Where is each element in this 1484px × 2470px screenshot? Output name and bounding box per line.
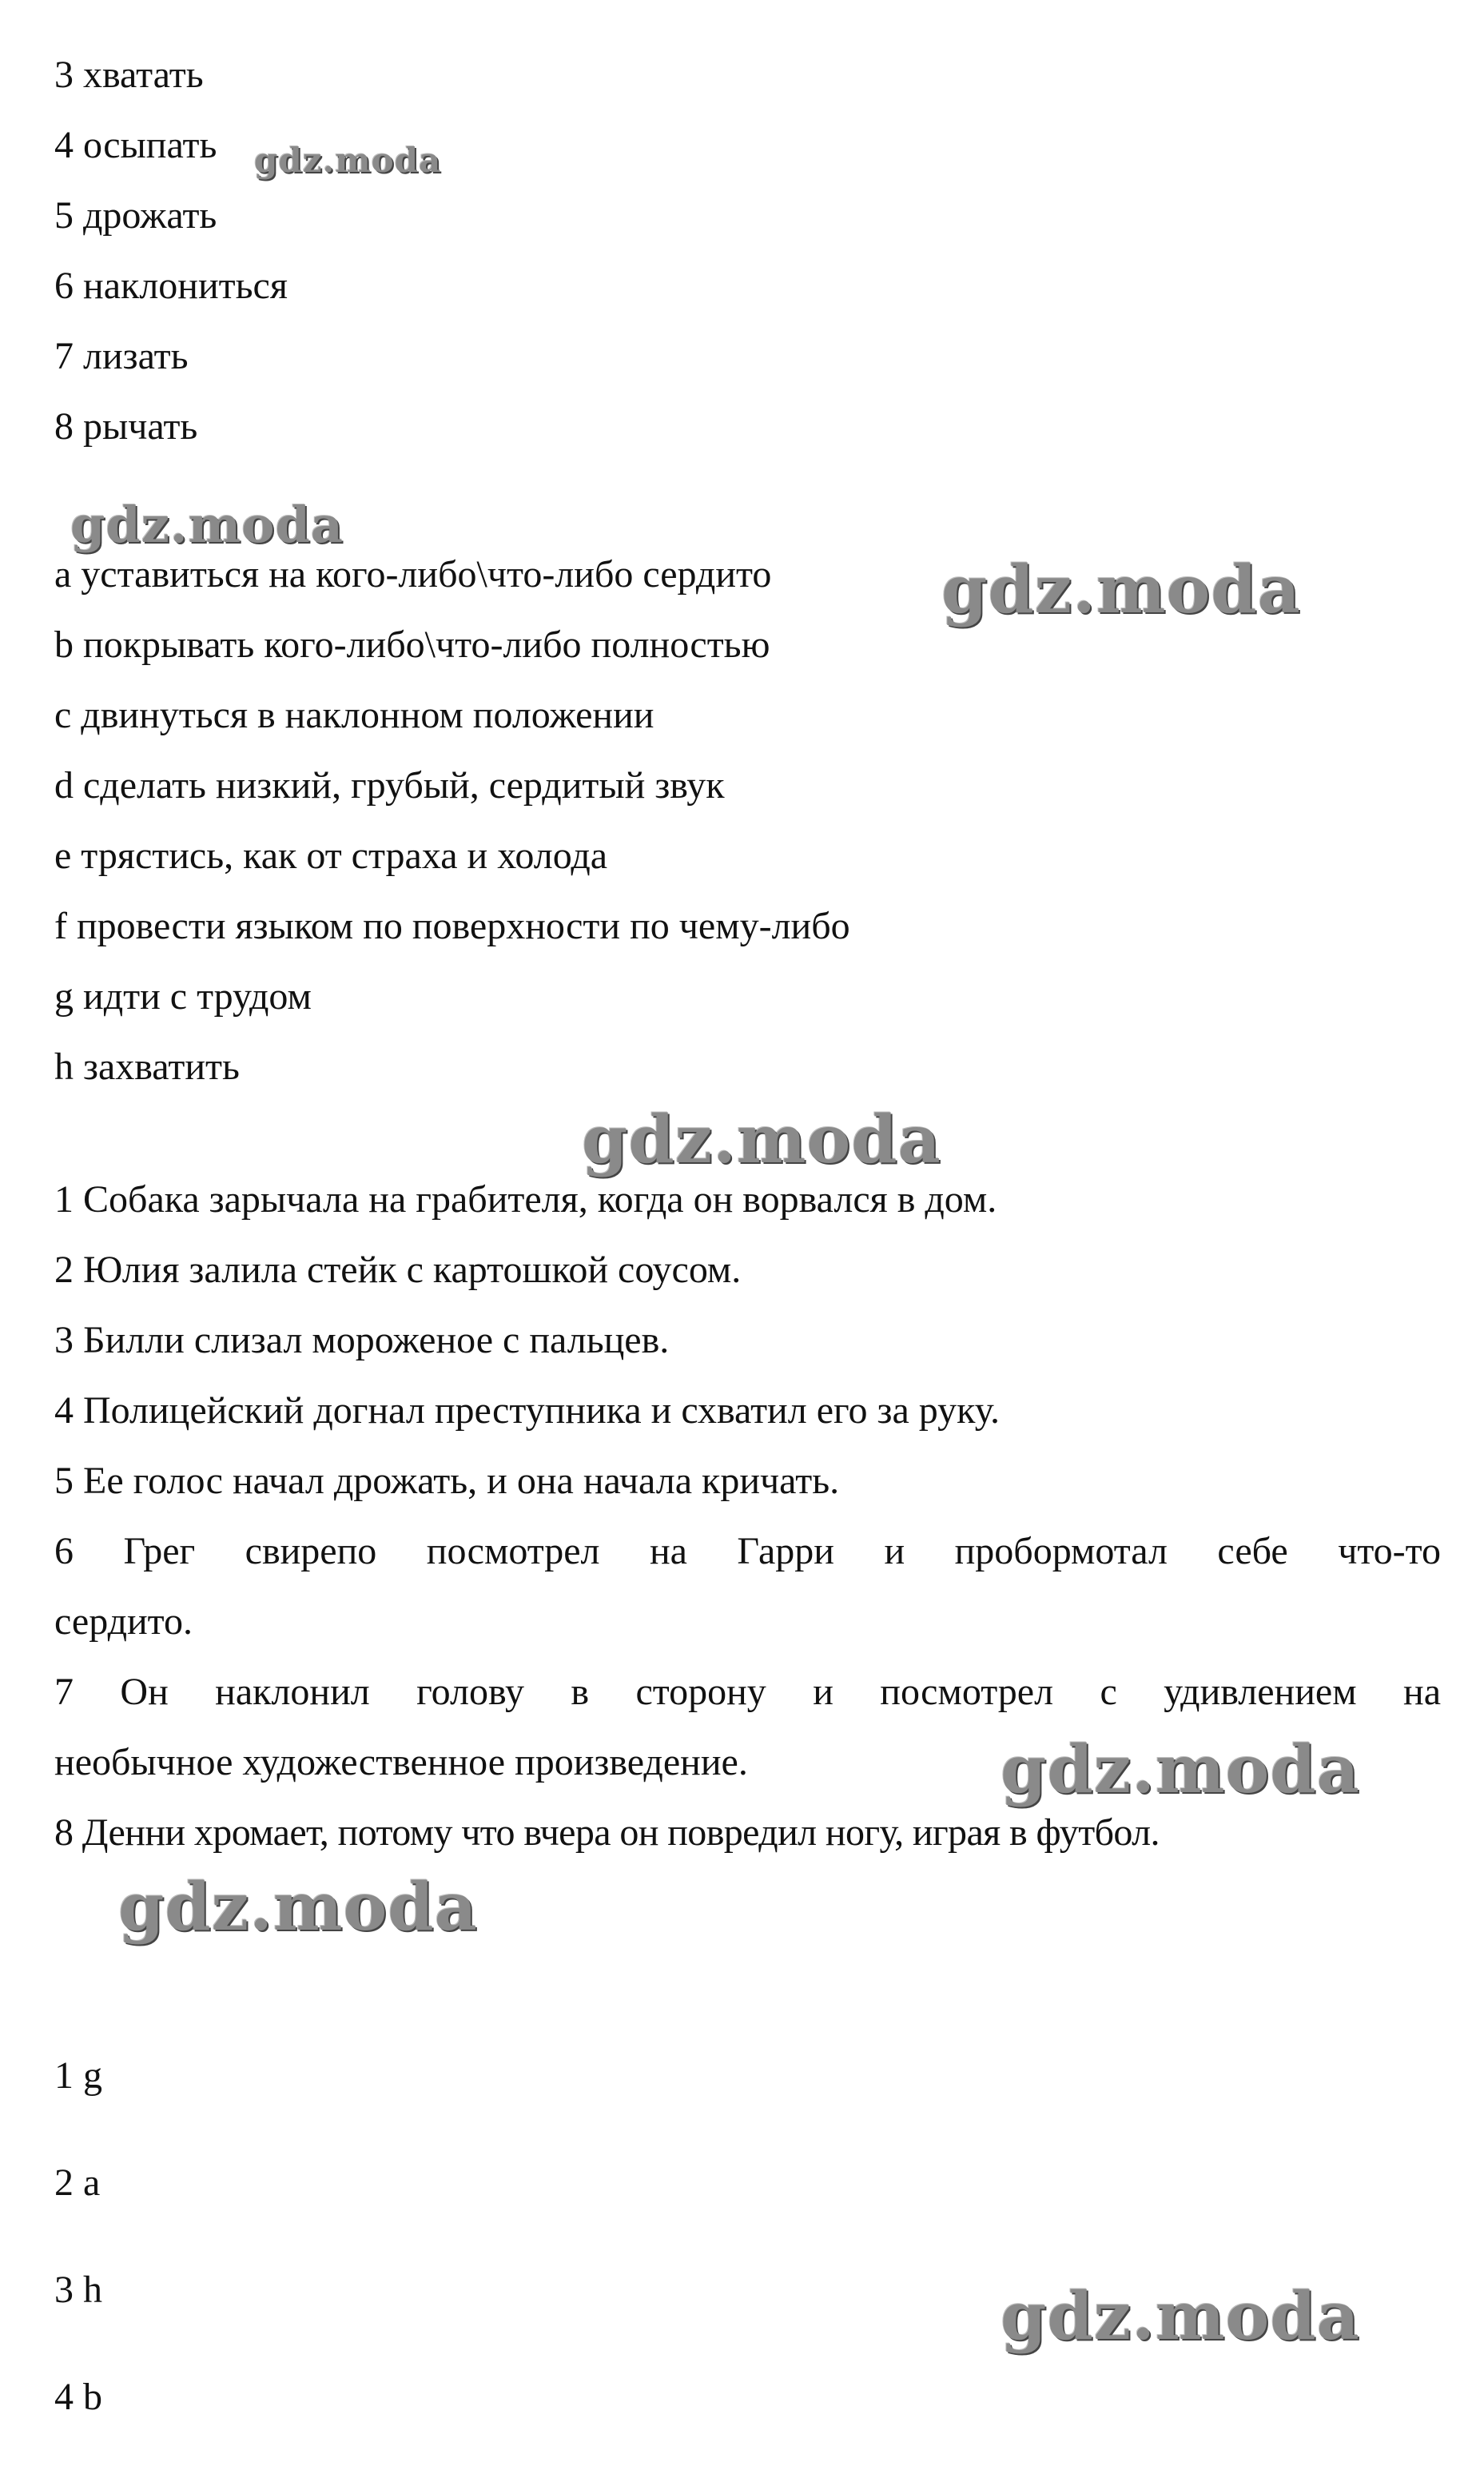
watermark-logo: gdz.moda xyxy=(70,496,344,554)
definition-list xyxy=(54,540,1441,1102)
definition-item: f провести языком по поверхности по чему-либо xyxy=(54,905,850,947)
answer-list xyxy=(54,2022,1441,2451)
answer-item: 2 a xyxy=(54,2161,101,2204)
sentence-continuation: сердито. xyxy=(54,1600,193,1643)
sentence-item: 2 Юлия залила стейк с картошкой соусом. xyxy=(54,1249,742,1291)
word-item: 3 хватать xyxy=(54,54,204,96)
sentence-continuation: необычное художественное произведение. xyxy=(54,1741,748,1783)
definition-item: a уставиться на кого-либо\что-либо сердито xyxy=(54,553,772,596)
word-list xyxy=(54,40,1441,462)
watermark-logo: gdz.moda xyxy=(118,1869,478,1946)
answer-item: 4 b xyxy=(54,2376,102,2418)
word-item: 5 дрожать xyxy=(54,194,217,237)
definition-item: b покрывать кого-либо\что-либо полностью xyxy=(54,623,770,666)
sentence-item: 3 Билли слизал мороженое с пальцев. xyxy=(54,1319,670,1361)
watermark-logo: gdz.moda xyxy=(582,1102,941,1178)
sentence-list xyxy=(54,1165,1441,1868)
definition-item: e трястись, как от страха и холода xyxy=(54,835,608,877)
answer-item: 3 h xyxy=(54,2269,102,2311)
watermark-logo: gdz.moda xyxy=(1001,1731,1360,1808)
sentence-item: 1 Собака зарычала на грабителя, когда он ворвался в дом. xyxy=(54,1178,997,1221)
watermark-logo: gdz.moda xyxy=(254,141,442,180)
definition-item: c двинуться в наклонном положении xyxy=(54,694,654,736)
word-item: 4 осыпать xyxy=(54,124,217,166)
word-item: 8 рычать xyxy=(54,405,198,448)
watermark-logo: gdz.moda xyxy=(941,552,1301,628)
sentence-item: 6 Грег свирепо посмотрел на Гарри и пробормотал себе что-то xyxy=(54,1530,1441,1572)
answer-item: 1 g xyxy=(54,2054,102,2097)
watermark-logo: gdz.moda xyxy=(1001,2278,1360,2355)
sentence-item: 4 Полицейский догнал преступника и схватил его за руку. xyxy=(54,1389,1000,1432)
definition-item: h захватить xyxy=(54,1046,240,1088)
definition-item: d сделать низкий, грубый, сердитый звук xyxy=(54,764,725,807)
definition-item: g идти с трудом xyxy=(54,975,312,1018)
word-item: 7 лизать xyxy=(54,335,189,377)
word-item: 6 наклониться xyxy=(54,265,288,307)
sentence-item: 5 Ее голос начал дрожать, и она начала кричать. xyxy=(54,1460,840,1502)
sentence-item: 8 Денни хромает, потому что вчера он повредил ногу, играя в футбол. xyxy=(54,1811,1160,1854)
sentence-item: 7 Он наклонил голову в сторону и посмотрел с удивлением на xyxy=(54,1671,1441,1713)
